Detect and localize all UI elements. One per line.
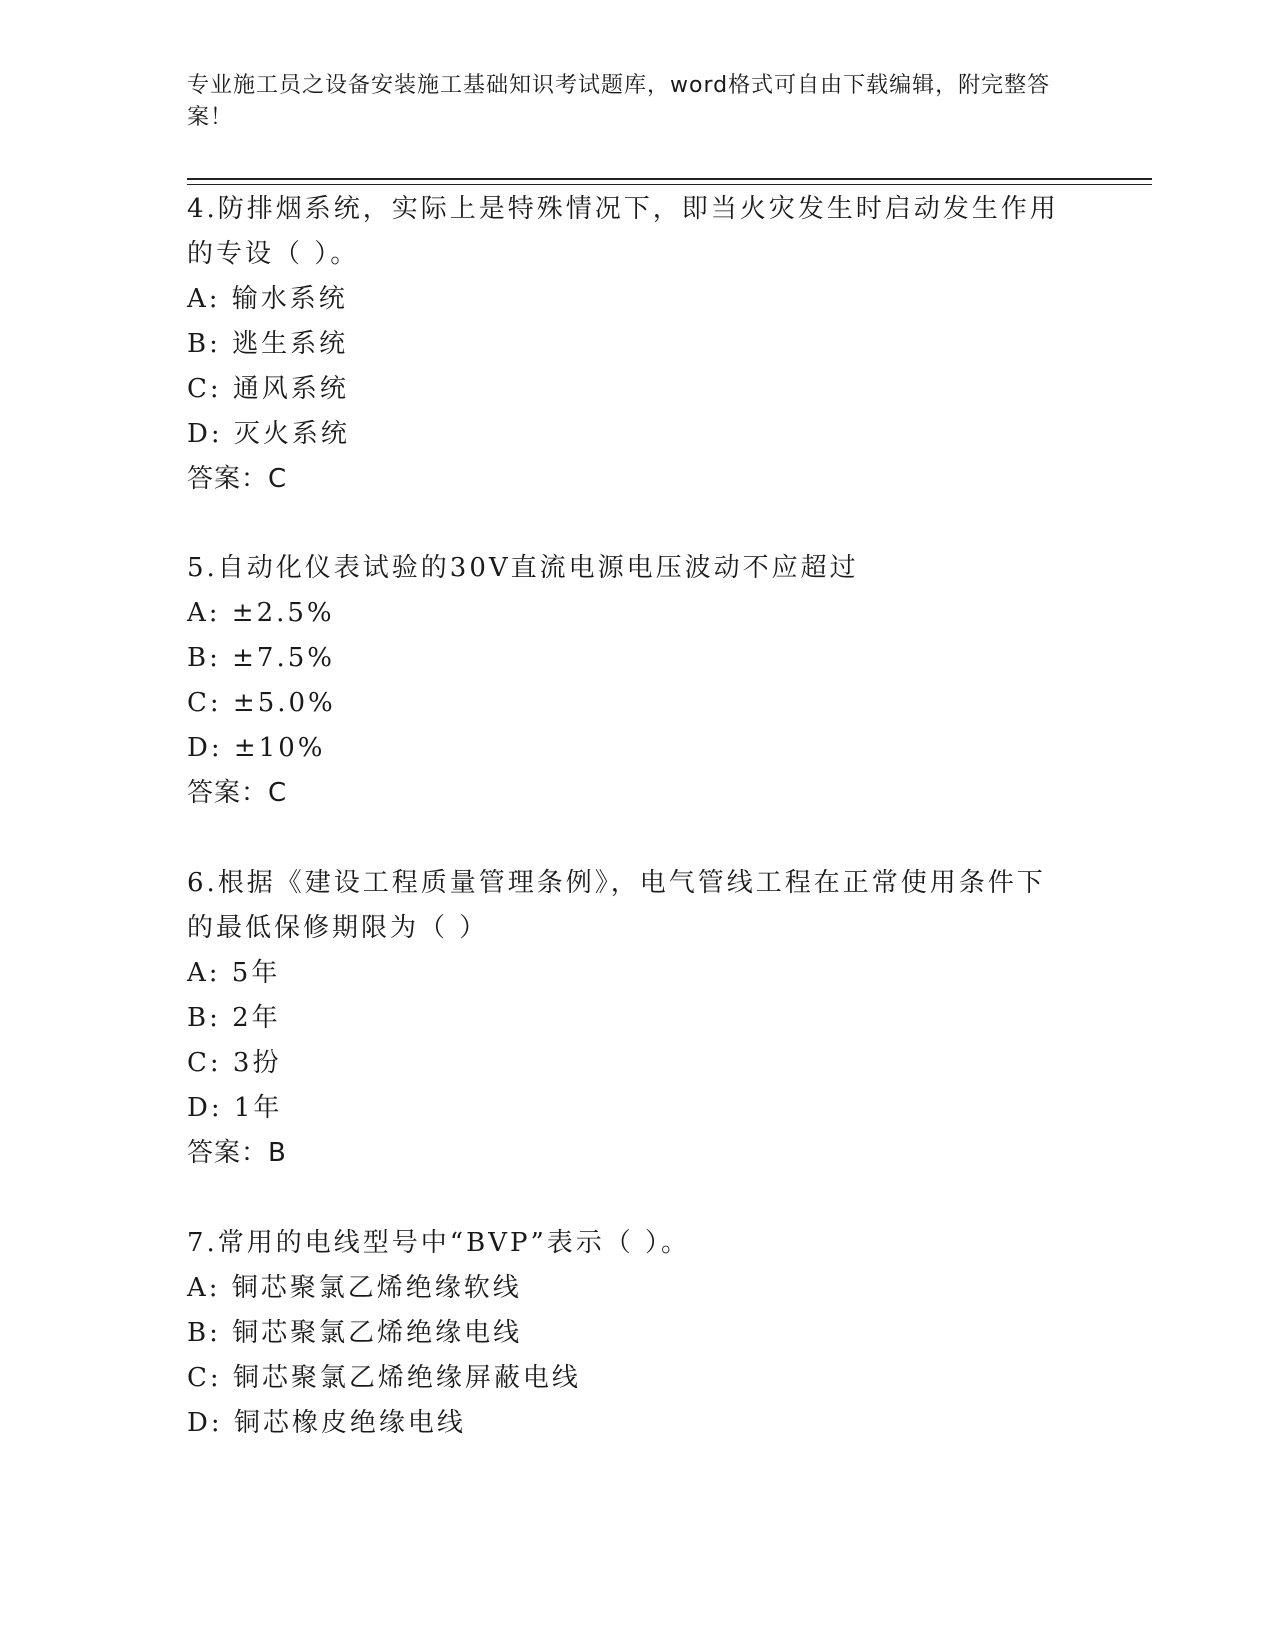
- question-stem: 7.常用的电线型号中“BVP”表示（ ）。: [187, 1228, 691, 1258]
- answer: 答案：C: [187, 464, 288, 494]
- option-b: B: ±7.5%: [187, 643, 335, 673]
- option-b: B: 2年: [187, 1003, 281, 1033]
- option-a: A: 铜芯聚氯乙烯绝缘软线: [187, 1273, 522, 1303]
- option-d: D: 灭火系统: [187, 419, 350, 449]
- option-d: D: 铜芯橡皮绝缘电线: [187, 1408, 466, 1438]
- answer: 答案：C: [187, 778, 288, 808]
- option-b: B: 逃生系统: [187, 329, 349, 359]
- option-c: C: ±5.0%: [187, 688, 336, 718]
- header-rule-thick: [187, 178, 1152, 180]
- question-7: [187, 1221, 1067, 1446]
- option-a: A: 5年: [187, 958, 281, 988]
- header-rule-thin: [187, 184, 1152, 185]
- question-stem: 4.防排烟系统，实际上是特殊情况下，即当火灾发生时启动发生作用的专设（ ）。: [187, 194, 1059, 269]
- option-a: A: 输水系统: [187, 284, 348, 314]
- answer: 答案：B: [187, 1138, 287, 1168]
- option-c: C: 通风系统: [187, 374, 349, 404]
- question-stem: 5.自动化仪表试验的30V直流电源电压波动不应超过: [187, 553, 859, 583]
- option-a: A: ±2.5%: [187, 598, 335, 628]
- question-6: [187, 861, 1067, 1176]
- question-5: [187, 546, 1067, 816]
- option-b: B: 铜芯聚氯乙烯绝缘电线: [187, 1318, 523, 1348]
- option-d: D: ±10%: [187, 733, 326, 763]
- option-c: C: 3扮: [187, 1048, 282, 1078]
- question-4: [187, 187, 1067, 502]
- question-stem: 6.根据《建设工程质量管理条例》，电气管线工程在正常使用条件下的最低保修期限为（ ）: [187, 868, 1046, 943]
- option-c: C: 铜芯聚氯乙烯绝缘屏蔽电线: [187, 1363, 581, 1393]
- document-header: 专业施工员之设备安装施工基础知识考试题库，word格式可自由下载编辑，附完整答案！: [187, 73, 1051, 130]
- option-d: D: 1年: [187, 1093, 283, 1123]
